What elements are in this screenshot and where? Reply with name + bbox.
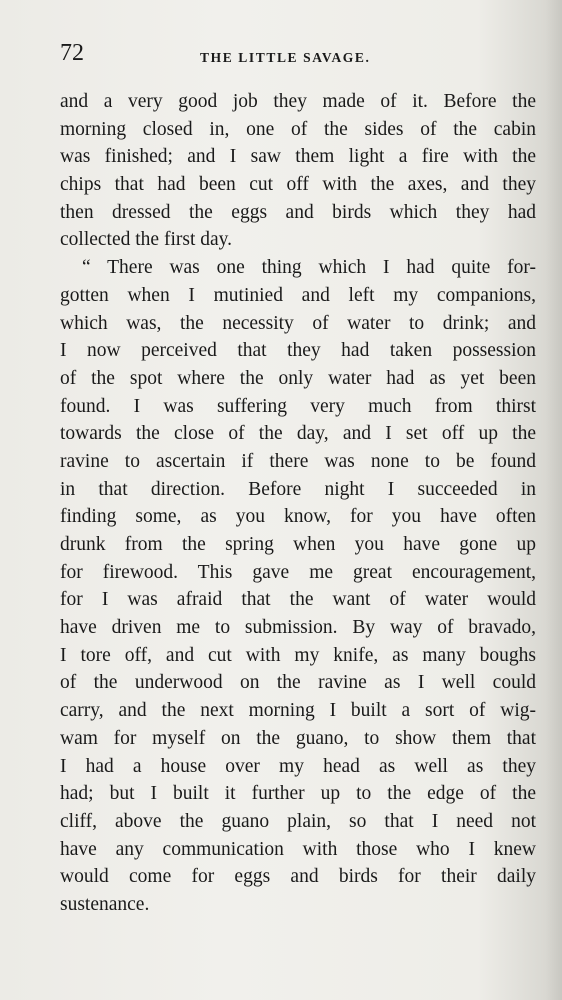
text-line: “ There was one thing which I had quite for-: [82, 257, 536, 279]
text-line: I now perceived that they had taken possession: [60, 340, 536, 362]
text-line: drunk from the spring when you have gone up: [60, 534, 536, 555]
page-number: 72: [60, 40, 84, 66]
text-line: cliff, above the guano plain, so that I need not: [60, 810, 536, 832]
text-line: chips that had been cut off with the axes, and they: [60, 174, 536, 196]
text-line: would come for eggs and birds for their daily: [60, 866, 536, 888]
text-line: and a very good job they made of it. Before the: [60, 91, 536, 112]
text-line: collected the first day.: [60, 229, 232, 251]
text-line: sustenance.: [60, 893, 150, 915]
text-line: finding some, as you know, for you have often: [60, 506, 536, 528]
text-line: of the spot where the only water had as yet been: [60, 367, 536, 389]
text-line: morning closed in, one of the sides of the cabin: [60, 118, 536, 140]
running-title: THE LITTLE SAVAGE.: [200, 50, 371, 65]
text-line: which was, the necessity of water to drink; and: [60, 312, 536, 334]
text-line: had; but I built it further up to the edge of the: [60, 783, 536, 805]
text-line: carry, and the next morning I built a sort of wig-: [60, 700, 536, 722]
page-header: [60, 40, 532, 76]
text-line: gotten when I mutinied and left my companions,: [60, 284, 536, 306]
text-line: for I was afraid that the want of water would: [60, 589, 536, 611]
text-line: I had a house over my head as well as they: [60, 755, 536, 777]
body-text: [60, 88, 536, 919]
text-line: found. I was suffering very much from thirst: [60, 395, 536, 417]
text-line: towards the close of the day, and I set off up the: [60, 423, 536, 445]
text-line: for firewood. This gave me great encouragement,: [60, 561, 536, 583]
text-line: wam for myself on the guano, to show them that: [60, 727, 536, 749]
text-line: have any communication with those who I knew: [60, 838, 536, 860]
text-line: was finished; and I saw them light a fire with the: [60, 146, 536, 168]
text-line: in that direction. Before night I succeeded in: [60, 478, 536, 500]
text-line: then dressed the eggs and birds which they had: [60, 201, 536, 223]
text-line: have driven me to submission. By way of bravado,: [60, 617, 536, 639]
text-line: ravine to ascertain if there was none to be found: [60, 450, 536, 472]
text-line: I tore off, and cut with my knife, as many boughs: [60, 644, 536, 666]
text-line: of the underwood on the ravine as I well could: [60, 672, 536, 694]
